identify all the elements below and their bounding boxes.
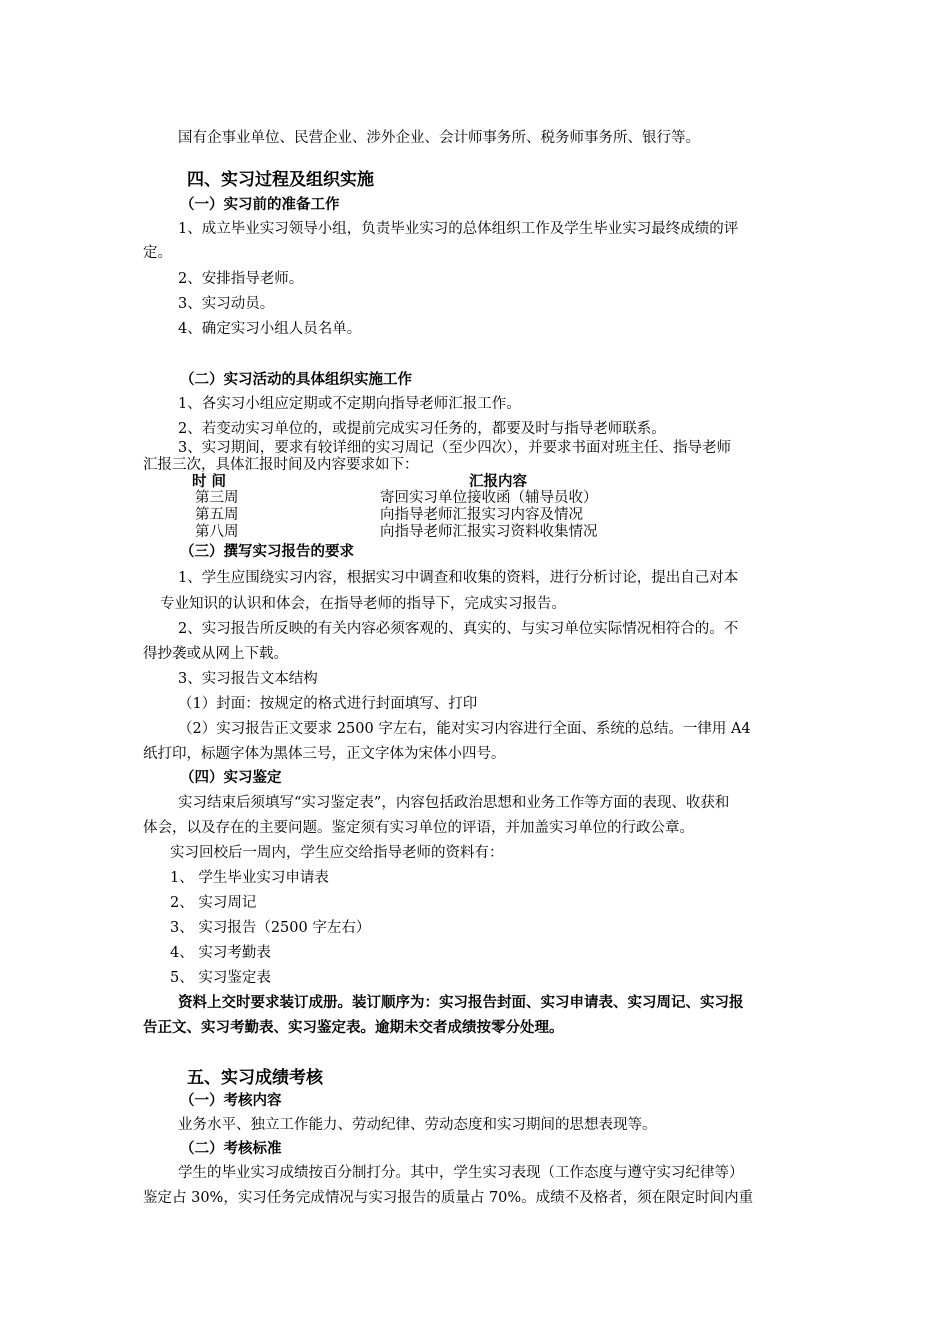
paragraph-line: （2）实习报告正文要求 2500 字左右，能对实习内容进行全面、系统的总结。一律用 A4 [178, 721, 751, 737]
paragraph-line: 纸打印，标题字体为黑体三号，正文字体为宋体小四号。 [143, 746, 506, 762]
section-5-1-title: （一）考核内容 [180, 1093, 282, 1109]
section-4-2-title: （二）实习活动的具体组织实施工作 [180, 372, 412, 388]
paragraph-line: 1、成立毕业实习领导小组，负责毕业实习的总体组织工作及学生毕业实习最终成绩的评 [178, 221, 739, 237]
table-cell-week: 第五周 [195, 507, 239, 523]
paragraph-line: 1、学生应围绕实习内容，根据实习中调查和收集的资料，进行分析讨论，提出自己对本 [178, 570, 739, 586]
paragraph-line: 学生的毕业实习成绩按百分制打分。其中，学生实习表现（工作态度与遵守实习纪律等） [178, 1165, 744, 1181]
list-item: 1、 学生毕业实习申请表 [170, 870, 329, 886]
section-4-1-title: （一）实习前的准备工作 [180, 197, 340, 213]
table-cell-content: 向指导老师汇报实习内容及情况 [380, 507, 583, 523]
table-cell-content: 寄回实习单位接收函（辅导员收） [380, 490, 598, 506]
table-cell-week: 第三周 [195, 490, 239, 506]
table-header-content: 汇报内容 [469, 474, 527, 490]
list-item: 3、实习动员。 [178, 296, 275, 312]
paragraph-line: 实习回校后一周内，学生应交给指导老师的资料有： [170, 845, 504, 861]
section-5-title: 五、实习成绩考核 [187, 1068, 323, 1088]
paragraph-line: 定。 [143, 245, 172, 261]
paragraph-line: 汇报三次，具体汇报时间及内容要求如下： [143, 457, 419, 473]
list-item: 4、 实习考勤表 [170, 945, 271, 961]
section-5-2-title: （二）考核标准 [180, 1141, 282, 1157]
list-item: 3、 实习报告（2500 字左右） [170, 920, 371, 936]
section-4-4-title: （四）实习鉴定 [180, 770, 282, 786]
list-item: 3、实习报告文本结构 [178, 671, 318, 687]
bold-note-line: 资料上交时要求装订成册。装订顺序为：实习报告封面、实习申请表、实习周记、实习报 [178, 995, 744, 1011]
section-4-title: 四、实习过程及组织实施 [187, 170, 374, 190]
paragraph-line: 得抄袭或从网上下载。 [143, 646, 288, 662]
table-cell-content: 向指导老师汇报实习资料收集情况 [380, 524, 598, 540]
list-item: 5、 实习鉴定表 [170, 970, 271, 986]
paragraph-line: 业务水平、独立工作能力、劳动纪律、劳动态度和实习期间的思想表现等。 [178, 1117, 657, 1133]
list-item: 4、确定实习小组人员名单。 [178, 321, 362, 337]
list-item: 1、各实习小组应定期或不定期向指导老师汇报工作。 [178, 396, 521, 412]
table-cell-week: 第八周 [195, 524, 239, 540]
table-header-time: 时 间 [192, 474, 227, 490]
list-item: 2、 实习周记 [170, 895, 257, 911]
paragraph-line: 专业知识的认识和体会，在指导老师的指导下，完成实习报告。 [160, 596, 566, 612]
paragraph-line: 体会，以及存在的主要问题。鉴定须有实习单位的评语，并加盖实习单位的行政公章。 [143, 820, 694, 836]
paragraph-line: 2、实习报告所反映的有关内容必须客观的、真实的、与实习单位实际情况相符合的。不 [178, 621, 739, 637]
list-item: 2、若变动实习单位的，或提前完成实习任务的，都要及时与指导老师联系。 [178, 421, 666, 437]
section-4-3-title: （三）撰写实习报告的要求 [180, 544, 354, 560]
paragraph-line: 鉴定占 30%，实习任务完成情况与实习报告的质量占 70%。成绩不及格者，须在限定时间内重 [143, 1190, 754, 1206]
list-item: 2、安排指导老师。 [178, 271, 304, 287]
intro-line: 国有企事业单位、民营企业、涉外企业、会计师事务所、税务师事务所、银行等。 [178, 130, 700, 146]
paragraph-line: 实习结束后须填写“实习鉴定表”，内容包括政治思想和业务工作等方面的表现、收获和 [178, 795, 730, 811]
bold-note-line: 告正文、实习考勤表、实习鉴定表。逾期未交者成绩按零分处理。 [143, 1020, 564, 1036]
paragraph-line: 3、实习期间，要求有较详细的实习周记（至少四次），并要求书面对班主任、指导老师 [178, 440, 731, 456]
list-item: （1）封面：按规定的格式进行封面填写、打印 [178, 696, 478, 712]
